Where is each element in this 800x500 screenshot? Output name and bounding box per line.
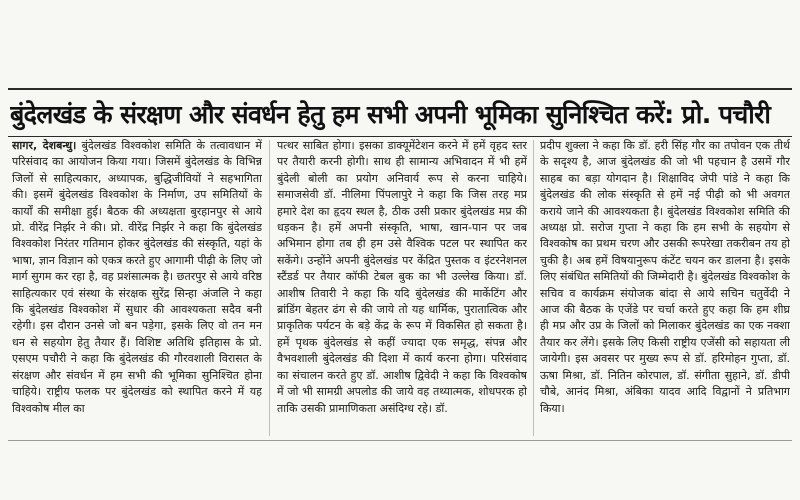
article-column-1-text: बुंदेलखंड विश्वकोश समिति के तत्वावधान में परिसंवाद का आयोजन किया गया। जिसमें बुंदेलखंड के विभिन्न जिलों से साहित्यकार, अध्यापक, बुद्धिजीवियों ने सहभागिता की। इसमें बुंदेलखंड विश्वकोश के निर्माण, उप समितियों के कार्यों की समीक्षा हुई। बैठक की अध्यक्षता बुरहानपुर से आये प्रो. वीरेंद्र निर्झर ने की। प्रो. वीरेंद्र निर्झर ने कहा कि बुंदेलखंड विश्वकोश निरंतर गतिमान होकर बुंदेलखंड की संस्कृति, यहां के भाषा, ज्ञान विज्ञान को एकत्र करते हुए आगामी पीढ़ी के लिए जो मार्ग सुगम कर रहा है, वह प्रशंसात्मक है। छतरपुर से आये वरिष्ठ साहित्यकार एवं संस्था के संरक्षक सुरेंद्र सिन्हा अंजलि ने कहा कि बुंदेलखंड विश्वकोश में सुधार की आवश्यकता सदैव बनी रहेगी। इस दौरान उनसे जो बन पड़ेगा, इसके लिए वो तन मन धन से सहयोग हेतु तैयार हैं। विशिष्ट अतिथि इतिहास के प्रो. एसएम पचौरी ने कहा कि बुंदेलखंड की गौरवशाली विरासत के संरक्षण और संवर्धन में हम सभी की भूमिका सुनिश्चित होना चाहिये। राष्ट्रीय फलक पर बुंदेलखंड को स्थापित करने में यह विश्वकोष मील का: [12, 139, 262, 415]
column-divider: [269, 140, 270, 436]
column-divider: [533, 140, 534, 436]
article-column-2: पत्थर साबित होगा। इसका डाक्यूमेंटेशन करने में हमें वृहद स्तर पर तैयारी करनी होगी। साथ ही सामान्य अभिवादन में भी हमें बुंदेली बोली का प्रयोग अनिवार्य रूप से करना चाहिये। समाजसेवी डॉ. नीलिमा पिंपलापुरे ने कहा कि जिस तरह मप्र हमारे देश का हृदय स्थल है, ठीक उसी प्रकार बुंदेलखंड मप्र की धड़कन है। हमें अपनी संस्कृति, भाषा, खान-पान पर जब अभिमान होगा तब ही हम उसे वैश्विक पटल पर स्थापित कर सकेंगे। उन्होंने अपनी बुंदेलखंड पर केंद्रित पुस्तक व इंटरनेशनल स्टैंडर्ड पर तैयार कॉफी टेबल बुक का भी उल्लेख किया। डॉ. आशीष तिवारी ने कहा कि यदि बुंदेलखंड की मार्केटिंग और ब्रांडिंग बेहतर ढंग से की जाये तो यह धार्मिक, पुरातात्विक और प्राकृतिक पर्यटन के बड़े केंद्र के रूप में विकसित हो सकता है। हमें पृथक बुंदेलखंड से कहीं ज्यादा एक समृद्ध, संपन्न और वैभवशाली बुंदेलखंड की दिशा में कार्य करना होगा। परिसंवाद का संचालन करते हुए डॉ. आशीष द्विवेदी ने कहा कि विश्वकोष में जो भी सामग्री अपलोड की जाये वह तथ्यात्मक, शोधपरक हो ताकि उसकी प्रामाणिकता असंदिग्ध रहे। डॉ.: [277, 139, 527, 415]
article-headline: बुंदेलखंड के संरक्षण और संवर्धन हेतु हम सभी अपनी भूमिका सुनिश्चित करें: प्रो. पचौरी: [10, 100, 771, 129]
article-column-1: [12, 138, 262, 438]
top-rule: [8, 88, 792, 90]
headline-rule: [8, 136, 792, 137]
article-dateline: सागर, देशबन्धु।: [12, 139, 77, 152]
article-column-3: प्रदीप शुक्ला ने कहा कि डॉ. हरी सिंह गौर का तपोवन एक तीर्थ के सदृश्य है, आज बुंदेलखंड की जो भी पहचान है उसमें गौर साहब का बड़ा योगदान है। शिक्षाविद जेपी पांडे ने कहा कि बुंदेलखंड की लोक संस्कृति से हमें नई पीढ़ी को भी अवगत कराये जाने की आवश्यकता है। बुंदेलखंड विश्वकोश समिति की अध्यक्ष प्रो. सरोज गुप्ता ने कहा कि हम सभी के सहयोग से विश्वकोष का प्रथम चरण और उसकी रूपरेखा तकरीबन तय हो चुकी है। अब हमें विषयानुरूप कंटेंट चयन कर डालना है। इसके लिए संबंधित समितियों की जिम्मेदारी है। बुंदेलखंड विश्वकोश के सचिव व कार्यक्रम संयोजक बांदा से आये सचिन चतुर्वेदी ने आज की बैठक के एजेंडे पर चर्चा करते हुए कहा कि हम शीघ्र ही मप्र और उप्र के जिलों को मिलाकर बुंदेलखंड का एक नक्शा तैयार कर लेंगे। इसके लिए किसी राष्ट्रीय एजेंसी को सहायता ली जायेगी। इस अवसर पर मुख्य रूप से डॉ. हरिमोहन गुप्ता, डॉ. ऊषा मिश्रा, डॉ. नितिन कोरपाल, डॉ. संगीता सुहाने, डॉ. डीपी चौबे, आनंद मिश्रा, अंबिका यादव आदि विद्वानों ने प्रतिभाग किया।: [540, 139, 790, 415]
bottom-rule: [8, 440, 792, 441]
